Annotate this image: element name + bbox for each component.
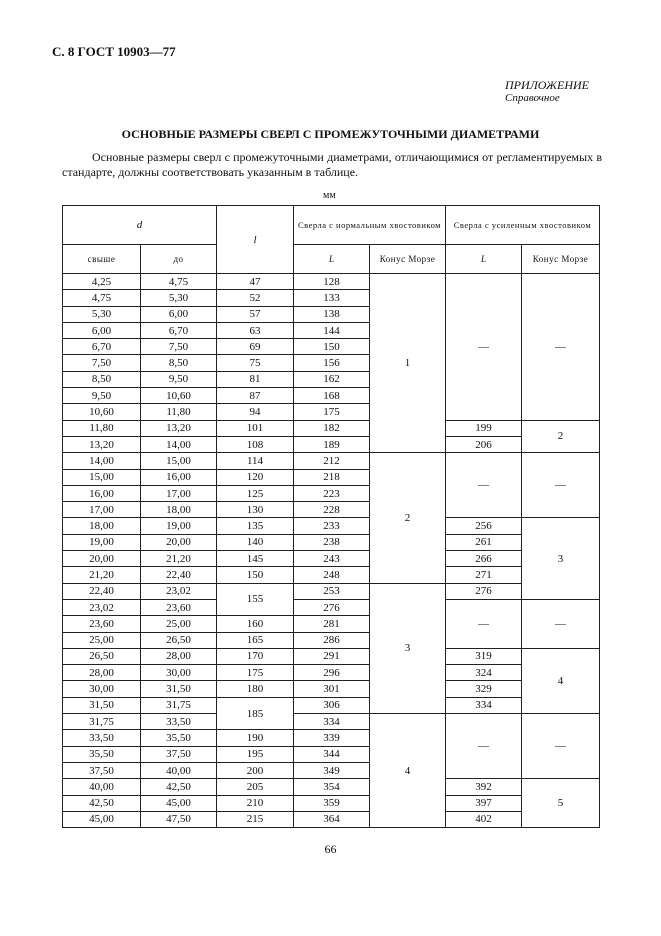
cell-over: 23,60: [63, 616, 141, 632]
cell-over: 6,00: [63, 322, 141, 338]
cell-reinforced-L: —: [446, 453, 522, 518]
cell-normal-L: 182: [294, 420, 370, 436]
cell-l: 101: [217, 420, 294, 436]
cell-l: 130: [217, 502, 294, 518]
table-row: [63, 583, 600, 599]
cell-over: 8,50: [63, 371, 141, 387]
header-over: свыше: [63, 245, 141, 274]
cell-normal-L: 354: [294, 779, 370, 795]
cell-l: 81: [217, 371, 294, 387]
cell-normal-L: 138: [294, 306, 370, 322]
cell-normal-L: 344: [294, 746, 370, 762]
cell-normal-morse: 2: [370, 453, 446, 583]
cell-to: 42,50: [141, 779, 217, 795]
cell-l: 57: [217, 306, 294, 322]
cell-normal-L: 359: [294, 795, 370, 811]
cell-normal-L: 364: [294, 811, 370, 827]
header-normal-morse: Конус Морзе: [370, 245, 446, 274]
cell-over: 35,50: [63, 746, 141, 762]
cell-l: 120: [217, 469, 294, 485]
appendix-sublabel: Справочное: [505, 92, 560, 104]
cell-reinforced-L: 392: [446, 779, 522, 795]
cell-reinforced-L: —: [446, 714, 522, 779]
cell-l: 200: [217, 762, 294, 778]
header-reinforced-shank: Сверла с усиленным хвостовиком: [446, 206, 600, 245]
cell-reinforced-L: 334: [446, 697, 522, 713]
cell-reinforced-L: 199: [446, 420, 522, 436]
cell-to: 26,50: [141, 632, 217, 648]
table-row: [63, 795, 600, 811]
table-header-row: [63, 206, 600, 245]
cell-normal-L: 144: [294, 322, 370, 338]
header-normal-shank: Сверла с нормальным хвостовиком: [294, 206, 446, 245]
cell-over: 22,40: [63, 583, 141, 599]
cell-l: 47: [217, 274, 294, 290]
header-l: l: [217, 206, 294, 274]
cell-reinforced-morse: 4: [522, 648, 600, 713]
cell-l: 87: [217, 388, 294, 404]
cell-over: 17,00: [63, 502, 141, 518]
table-row: [63, 648, 600, 664]
cell-to: 23,02: [141, 583, 217, 599]
cell-to: 15,00: [141, 453, 217, 469]
cell-to: 35,50: [141, 730, 217, 746]
cell-over: 13,20: [63, 436, 141, 452]
table-row: [63, 811, 600, 827]
cell-l: 215: [217, 811, 294, 827]
cell-l: 108: [217, 436, 294, 452]
cell-to: 20,00: [141, 534, 217, 550]
table-row: [63, 551, 600, 567]
cell-normal-L: 339: [294, 730, 370, 746]
cell-reinforced-L: 276: [446, 583, 522, 599]
document-title: ОСНОВНЫЕ РАЗМЕРЫ СВЕРЛ С ПРОМЕЖУТОЧНЫМИ ДИАМЕТРАМИ: [121, 127, 540, 141]
cell-to: 28,00: [141, 648, 217, 664]
cell-to: 33,50: [141, 714, 217, 730]
cell-to: 23,60: [141, 599, 217, 615]
cell-to: 45,00: [141, 795, 217, 811]
table-row: [63, 274, 600, 290]
cell-over: 18,00: [63, 518, 141, 534]
cell-normal-L: 286: [294, 632, 370, 648]
table-subheader-row: [63, 245, 600, 274]
cell-to: 40,00: [141, 762, 217, 778]
cell-reinforced-L: 271: [446, 567, 522, 583]
cell-reinforced-L: 319: [446, 648, 522, 664]
cell-normal-L: 156: [294, 355, 370, 371]
cell-over: 25,00: [63, 632, 141, 648]
cell-reinforced-morse: 2: [522, 420, 600, 453]
cell-over: 15,00: [63, 469, 141, 485]
cell-reinforced-morse: 3: [522, 518, 600, 599]
cell-over: 33,50: [63, 730, 141, 746]
cell-over: 31,75: [63, 714, 141, 730]
cell-to: 16,00: [141, 469, 217, 485]
cell-to: 6,70: [141, 322, 217, 338]
cell-l: 69: [217, 339, 294, 355]
cell-normal-L: 212: [294, 453, 370, 469]
cell-reinforced-morse: —: [522, 274, 600, 421]
intro-paragraph: Основные размеры сверл с промежуточными диаметрами, отличающимися от регламентируемых в стандарте, должны соответствовать указанным в таблице.: [62, 150, 602, 179]
cell-over: 4,75: [63, 290, 141, 306]
cell-l: 145: [217, 551, 294, 567]
appendix-label: ПРИЛОЖЕНИЕ: [505, 78, 589, 92]
cell-over: 5,30: [63, 306, 141, 322]
cell-to: 11,80: [141, 404, 217, 420]
cell-reinforced-morse: 5: [522, 779, 600, 828]
cell-l: 190: [217, 730, 294, 746]
table-row: [63, 567, 600, 583]
drill-dimensions-table: [62, 205, 600, 828]
cell-normal-L: 150: [294, 339, 370, 355]
cell-normal-morse: 3: [370, 583, 446, 713]
cell-to: 22,40: [141, 567, 217, 583]
cell-over: 16,00: [63, 485, 141, 501]
cell-normal-L: 128: [294, 274, 370, 290]
cell-to: 25,00: [141, 616, 217, 632]
cell-to: 7,50: [141, 339, 217, 355]
table-row: [63, 599, 600, 615]
document-header: С. 8 ГОСТ 10903—77: [52, 44, 176, 59]
cell-reinforced-L: 266: [446, 551, 522, 567]
cell-normal-L: 281: [294, 616, 370, 632]
cell-over: 9,50: [63, 388, 141, 404]
cell-over: 45,00: [63, 811, 141, 827]
cell-l: 140: [217, 534, 294, 550]
cell-normal-L: 349: [294, 762, 370, 778]
table-row: [63, 420, 600, 436]
cell-to: 13,20: [141, 420, 217, 436]
table-row: [63, 714, 600, 730]
cell-over: 40,00: [63, 779, 141, 795]
cell-over: 28,00: [63, 665, 141, 681]
cell-normal-L: 253: [294, 583, 370, 599]
cell-normal-L: 238: [294, 534, 370, 550]
cell-l: 155: [217, 583, 294, 616]
cell-l: 170: [217, 648, 294, 664]
table-row: [63, 681, 600, 697]
table-row: [63, 665, 600, 681]
cell-l: 114: [217, 453, 294, 469]
cell-to: 19,00: [141, 518, 217, 534]
cell-over: 42,50: [63, 795, 141, 811]
cell-to: 18,00: [141, 502, 217, 518]
cell-normal-morse: 1: [370, 274, 446, 453]
cell-over: 10,60: [63, 404, 141, 420]
cell-to: 6,00: [141, 306, 217, 322]
cell-l: 205: [217, 779, 294, 795]
cell-normal-L: 162: [294, 371, 370, 387]
cell-over: 19,00: [63, 534, 141, 550]
table-row: [63, 518, 600, 534]
cell-reinforced-L: 402: [446, 811, 522, 827]
header-normal-L: L: [294, 245, 370, 274]
cell-l: 94: [217, 404, 294, 420]
cell-over: 6,70: [63, 339, 141, 355]
cell-over: 21,20: [63, 567, 141, 583]
cell-to: 5,30: [141, 290, 217, 306]
cell-over: 20,00: [63, 551, 141, 567]
cell-normal-L: 334: [294, 714, 370, 730]
table-row: [63, 453, 600, 469]
cell-reinforced-L: 397: [446, 795, 522, 811]
cell-normal-L: 248: [294, 567, 370, 583]
cell-over: 11,80: [63, 420, 141, 436]
cell-to: 30,00: [141, 665, 217, 681]
cell-l: 52: [217, 290, 294, 306]
cell-normal-L: 296: [294, 665, 370, 681]
cell-to: 14,00: [141, 436, 217, 452]
cell-l: 63: [217, 322, 294, 338]
cell-l: 185: [217, 697, 294, 730]
cell-normal-L: 306: [294, 697, 370, 713]
cell-reinforced-morse: —: [522, 453, 600, 518]
cell-l: 160: [217, 616, 294, 632]
cell-to: 17,00: [141, 485, 217, 501]
cell-to: 31,75: [141, 697, 217, 713]
cell-normal-L: 291: [294, 648, 370, 664]
cell-to: 9,50: [141, 371, 217, 387]
cell-l: 210: [217, 795, 294, 811]
cell-l: 165: [217, 632, 294, 648]
cell-normal-L: 223: [294, 485, 370, 501]
cell-over: 4,25: [63, 274, 141, 290]
cell-normal-morse: 4: [370, 714, 446, 828]
cell-to: 47,50: [141, 811, 217, 827]
cell-normal-L: 301: [294, 681, 370, 697]
cell-over: 30,00: [63, 681, 141, 697]
cell-over: 7,50: [63, 355, 141, 371]
cell-to: 4,75: [141, 274, 217, 290]
cell-normal-L: 133: [294, 290, 370, 306]
table-row: [63, 534, 600, 550]
cell-normal-L: 276: [294, 599, 370, 615]
cell-normal-L: 228: [294, 502, 370, 518]
table-row: [63, 436, 600, 452]
cell-l: 135: [217, 518, 294, 534]
cell-reinforced-L: 329: [446, 681, 522, 697]
cell-normal-L: 218: [294, 469, 370, 485]
cell-over: 31,50: [63, 697, 141, 713]
cell-reinforced-L: 324: [446, 665, 522, 681]
cell-reinforced-L: 256: [446, 518, 522, 534]
header-d: d: [63, 206, 217, 245]
cell-reinforced-morse: —: [522, 599, 600, 648]
header-reinforced-morse: Конус Морзе: [522, 245, 600, 274]
cell-to: 21,20: [141, 551, 217, 567]
cell-to: 31,50: [141, 681, 217, 697]
page-number: 66: [324, 842, 337, 856]
cell-l: 175: [217, 665, 294, 681]
cell-to: 37,50: [141, 746, 217, 762]
header-to: до: [141, 245, 217, 274]
cell-l: 150: [217, 567, 294, 583]
cell-over: 26,50: [63, 648, 141, 664]
cell-to: 8,50: [141, 355, 217, 371]
header-reinforced-L: L: [446, 245, 522, 274]
cell-l: 75: [217, 355, 294, 371]
cell-l: 180: [217, 681, 294, 697]
cell-reinforced-L: 261: [446, 534, 522, 550]
cell-normal-L: 233: [294, 518, 370, 534]
cell-l: 125: [217, 485, 294, 501]
cell-normal-L: 168: [294, 388, 370, 404]
cell-to: 10,60: [141, 388, 217, 404]
cell-reinforced-morse: —: [522, 714, 600, 779]
unit-label: мм: [323, 190, 336, 201]
cell-reinforced-L: —: [446, 274, 522, 421]
cell-normal-L: 175: [294, 404, 370, 420]
cell-l: 195: [217, 746, 294, 762]
cell-over: 37,50: [63, 762, 141, 778]
cell-normal-L: 189: [294, 436, 370, 452]
cell-reinforced-L: 206: [446, 436, 522, 452]
table-row: [63, 779, 600, 795]
cell-normal-L: 243: [294, 551, 370, 567]
table-row: [63, 697, 600, 713]
cell-reinforced-L: —: [446, 599, 522, 648]
cell-over: 23,02: [63, 599, 141, 615]
cell-over: 14,00: [63, 453, 141, 469]
